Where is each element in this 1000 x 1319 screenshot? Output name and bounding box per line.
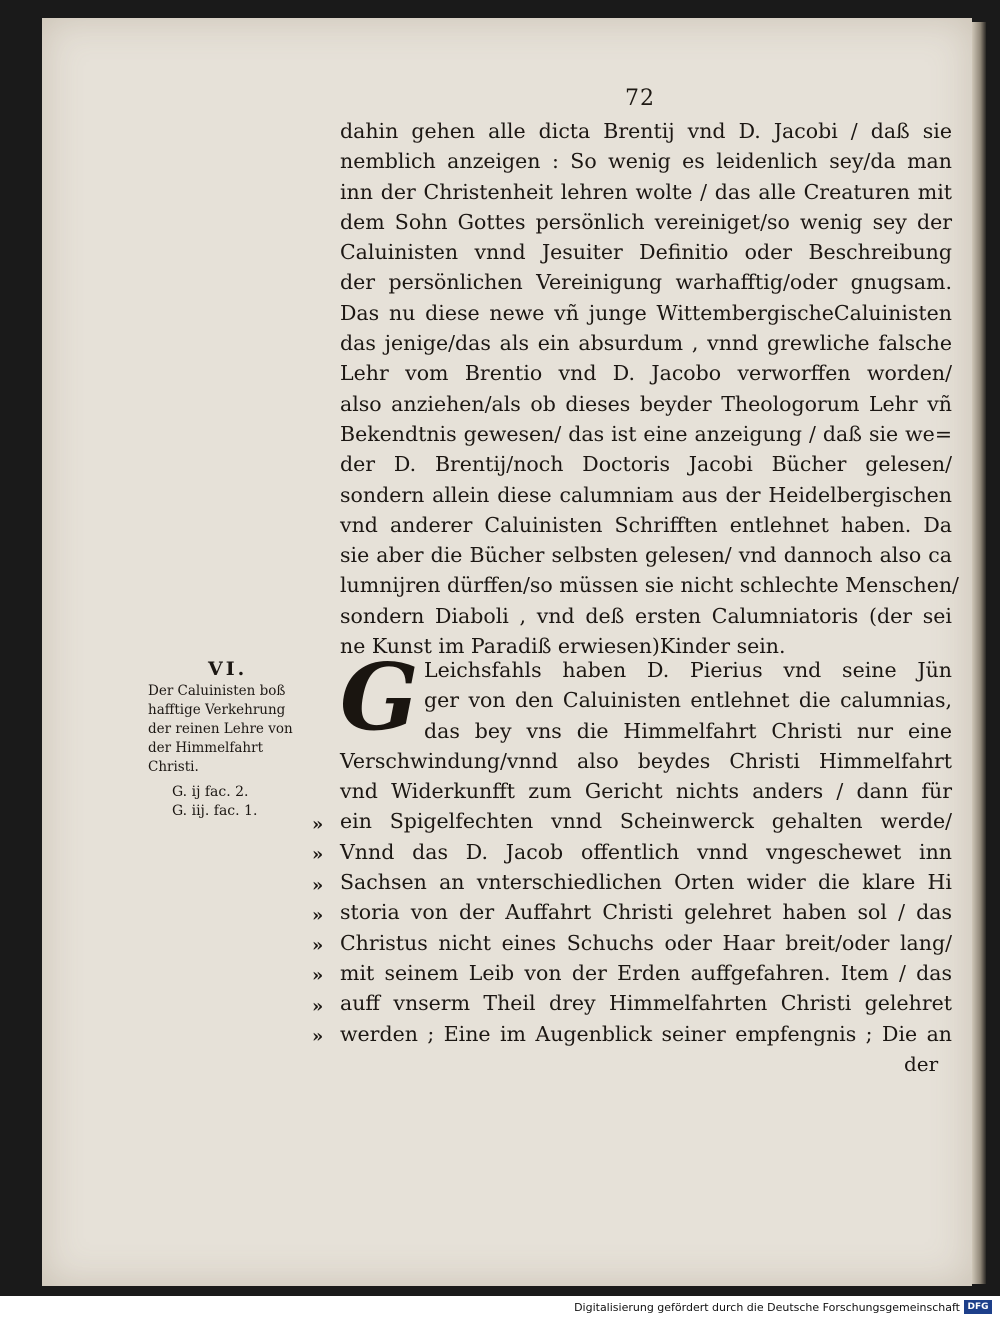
margin-note-line: der Himmelfahrt: [148, 740, 263, 756]
text-line: Bekendtnis gewesen/ das ist eine anzeigung / daß sie we=: [340, 421, 952, 446]
text-line: Sachsen an vnterschiedlichen Orten wider die klare Hi: [340, 870, 952, 895]
dfg-logo-icon: DFG: [964, 1300, 992, 1314]
margin-note-line: Christi.: [148, 759, 199, 775]
quote-mark: »: [312, 844, 324, 866]
text-line: vnd anderer Caluinisten Schrifften entlehnet haben. Da: [340, 512, 952, 537]
text-line: storia von der Auffahrt Christi gelehret haben sol / das: [340, 900, 952, 925]
text-line: also anziehen/als ob dieses beyder Theologorum Lehr vñ: [340, 391, 952, 416]
quote-mark: »: [312, 904, 324, 926]
section-number: VI.: [208, 658, 248, 680]
text-line: Das nu diese newe vñ junge WittembergischeCaluinisten: [340, 300, 952, 325]
margin-note: [148, 660, 334, 821]
text-line: das bey vns die Himmelfahrt Christi nur eine: [424, 718, 952, 743]
text-line: nemblich anzeigen : So wenig es leidenlich sey/da man: [340, 149, 952, 174]
quote-mark: »: [312, 874, 324, 896]
text-line: Leichsfahls haben D. Pierius vnd seine Jün: [424, 658, 952, 682]
quote-mark: »: [312, 935, 324, 957]
quote-mark: »: [312, 814, 324, 835]
main-text-block: [340, 116, 959, 661]
text-line: werden ; Eine im Augenblick seiner empfengnis ; Die an: [340, 1021, 952, 1046]
text-line: sondern allein diese calumniam aus der Heidelbergischen: [340, 482, 952, 507]
text-line: sondern Diaboli , vnd deß ersten Calumniatoris (der sei: [340, 603, 952, 628]
text-line: der persönlichen Vereinigung warhafftig/oder gnugsam.: [340, 270, 952, 295]
text-line: dahin gehen alle dicta Brentij vnd D. Jacobi / daß sie: [340, 119, 952, 143]
text-line: der D. Brentij/noch Doctoris Jacobi Bücher gelesen/: [340, 452, 952, 477]
quote-mark: »: [312, 965, 324, 987]
text-line: Verschwindung/vnnd also beydes Christi Himmelfahrt: [340, 748, 952, 773]
text-line: Caluinisten vnnd Jesuiter Definitio oder Beschreibung: [340, 240, 952, 265]
quote-mark: »: [312, 1026, 324, 1048]
second-paragraph: [340, 655, 952, 1049]
margin-reference: G. ij fac. 2.: [172, 784, 249, 800]
margin-note-line: Der Caluinisten boß: [148, 683, 286, 699]
text-line: sie aber die Bücher selbsten gelesen/ vnd dannoch also ca: [340, 543, 952, 568]
page-number: 72: [625, 86, 655, 111]
quote-mark: »: [312, 995, 324, 1017]
text-line: inn der Christenheit lehren wolte / das alle Creaturen mit: [340, 179, 952, 204]
text-line: dem Sohn Gottes persönlich vereiniget/so wenig sey der: [340, 209, 952, 234]
text-line: Christus nicht eines Schuchs oder Haar breit/oder lang/: [340, 930, 952, 955]
margin-note-line: der reinen Lehre von: [148, 721, 293, 737]
text-line: ein Spigelfechten vnnd Scheinwerck gehalten werde/: [340, 809, 952, 834]
margin-reference: G. iij. fac. 1.: [172, 803, 258, 819]
text-line: Vnnd das D. Jacob offentlich vnnd vngeschewet inn: [340, 839, 952, 864]
page-edge: [972, 22, 986, 1284]
text-line: mit seinem Leib von der Erden auffgefahren. Item / das: [340, 960, 952, 985]
text-line: auff vnserm Theil drey Himmelfahrten Christi gelehret: [340, 991, 952, 1016]
text-line: Lehr vom Brentio vnd D. Jacobo verworffen worden/: [340, 361, 952, 386]
catchword: der: [904, 1052, 939, 1076]
margin-note-line: hafftige Verkehrung: [148, 702, 286, 718]
drop-cap-initial: G: [340, 643, 419, 751]
text-line: vnd Widerkunfft zum Gericht nichts anders / dann für: [340, 779, 952, 804]
footer-credit: Digitalisierung gefördert durch die Deutsche Forschungsgemeinschaft: [574, 1301, 960, 1314]
text-line: ger von den Caluinisten entlehnet die calumnias,: [424, 688, 952, 713]
text-line: lumnijren dürffen/so müssen sie nicht schlechte Menschen/: [340, 573, 959, 598]
text-line: das jenige/das als ein absurdum , vnnd grewliche falsche: [340, 331, 952, 356]
quotation-marks-column: [312, 810, 336, 1052]
text-line: ne Kunst im Paradiß erwiesen)Kinder sein.: [340, 634, 786, 659]
